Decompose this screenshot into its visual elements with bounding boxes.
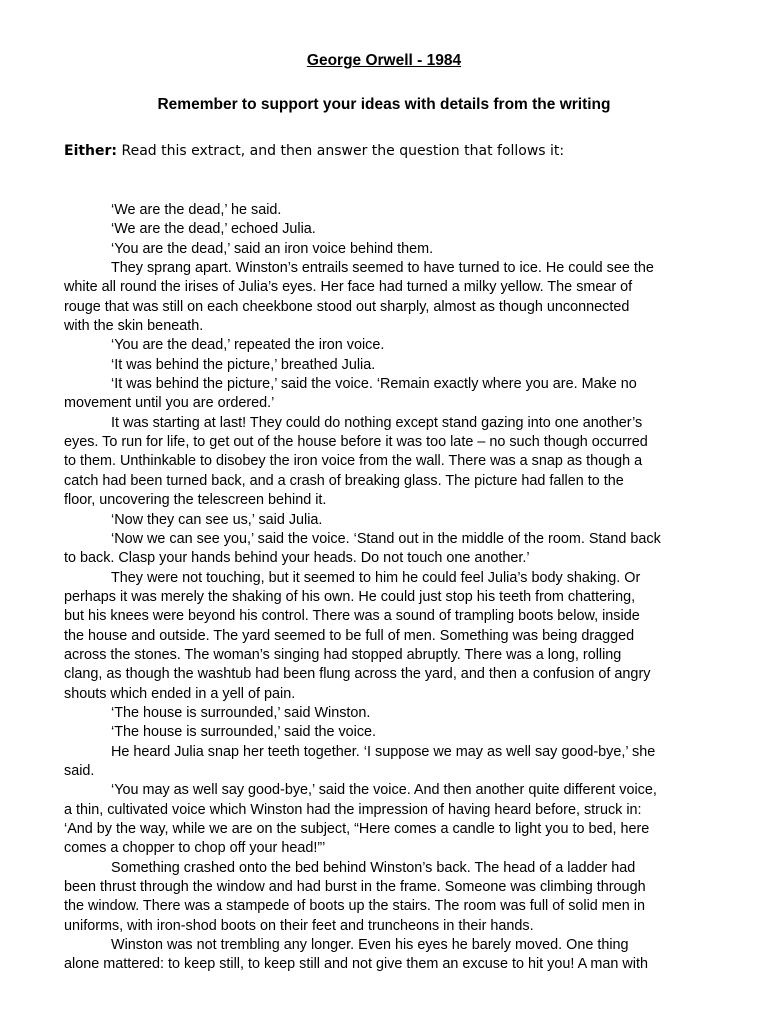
instruction-lead: Either: bbox=[64, 143, 118, 159]
extract-paragraph bbox=[64, 414, 706, 511]
extract-line: ‘Now we can see you,’ said the voice. ‘Stand out in the middle of the room. Stand back bbox=[111, 530, 661, 547]
extract-paragraph bbox=[64, 859, 706, 936]
extract-line: clang, as though the washtub had been flung across the yard, and then a confusion of angry bbox=[64, 666, 651, 683]
instruction-line bbox=[64, 143, 564, 159]
extract-paragraph bbox=[64, 375, 706, 414]
extract-line: but his knees were beyond his control. There was a sound of trampling boots below, inside bbox=[64, 608, 640, 625]
extract-line: Winston was not trembling any longer. Even his eyes he barely moved. One thing bbox=[111, 937, 629, 954]
extract-line: He heard Julia snap her teeth together. ‘I suppose we may as well say good-bye,’ she bbox=[111, 743, 656, 760]
extract-line: comes a chopper to chop off your head!”’ bbox=[64, 840, 326, 857]
extract-line: ‘And by the way, while we are on the subject, “Here comes a candle to light you to bed, here bbox=[64, 821, 650, 837]
extract-line: across the stones. The woman’s singing had stopped abruptly. There was a long, rolling bbox=[64, 646, 622, 663]
extract-paragraph bbox=[64, 336, 706, 355]
document-subtitle: Remember to support your ideas with details from the writing bbox=[157, 96, 611, 113]
extract-line: ‘The house is surrounded,’ said the voice. bbox=[111, 724, 377, 741]
extract-line: ‘The house is surrounded,’ said Winston. bbox=[111, 704, 371, 721]
extract-line: the house and outside. The yard seemed to be full of men. Something was being dragged bbox=[64, 627, 635, 644]
extract-line: ‘You may as well say good-bye,’ said the voice. And then another quite different voice, bbox=[111, 782, 657, 799]
extract-line: a thin, cultivated voice which Winston had the impression of having heard before, struck in: bbox=[64, 801, 642, 818]
extract-line: the window. There was a stampede of boots up the stairs. The room was full of solid men in bbox=[64, 898, 645, 915]
extract-line: ‘You are the dead,’ repeated the iron voice. bbox=[111, 337, 385, 354]
instruction-text: Read this extract, and then answer the question that follows it: bbox=[117, 143, 565, 159]
extract-line: catch had been turned back, and a crash of breaking glass. The picture had fallen to the bbox=[64, 472, 624, 489]
extract-paragraph bbox=[64, 511, 706, 530]
extract-line: shouts which ended in a yell of pain. bbox=[64, 685, 296, 702]
extract-line: ‘We are the dead,’ he said. bbox=[111, 202, 282, 218]
extract-paragraph bbox=[64, 569, 706, 704]
extract-paragraph bbox=[64, 530, 706, 569]
extract-paragraph bbox=[64, 220, 706, 239]
extract-paragraph bbox=[64, 201, 706, 220]
extract-line: ‘It was behind the picture,’ breathed Julia. bbox=[111, 356, 376, 373]
extract-line: to them. Unthinkable to disobey the iron voice from the wall. There was a snap as though a bbox=[64, 453, 643, 470]
extract-paragraph bbox=[64, 356, 706, 375]
extract-paragraph bbox=[64, 743, 706, 782]
novel-extract bbox=[64, 201, 706, 975]
extract-line: uniforms, with iron-shod boots on their feet and truncheons in their hands. bbox=[64, 917, 534, 934]
extract-paragraph bbox=[64, 723, 706, 742]
extract-line: said. bbox=[64, 762, 95, 779]
extract-line: They were not touching, but it seemed to him he could feel Julia’s body shaking. Or bbox=[111, 569, 641, 586]
extract-paragraph bbox=[64, 781, 706, 858]
extract-line: eyes. To run for life, to get out of the house before it was too late – no such though occurred bbox=[64, 434, 648, 451]
extract-paragraph bbox=[64, 704, 706, 723]
extract-paragraph bbox=[64, 936, 706, 975]
extract-line: movement until you are ordered.’ bbox=[64, 395, 275, 412]
extract-paragraph bbox=[64, 259, 706, 336]
extract-line: perhaps it was merely the shaking of his own. He could just stop his teeth from chattering, bbox=[64, 588, 636, 605]
extract-line: white all round the irises of Julia’s eyes. Her face had turned a milky yellow. The smear of bbox=[64, 279, 633, 296]
extract-line: to back. Clasp your hands behind your heads. Do not touch one another.’ bbox=[64, 550, 530, 567]
extract-line: ‘It was behind the picture,’ said the voice. ‘Remain exactly where you are. Make no bbox=[111, 376, 637, 393]
extract-line: ‘Now they can see us,’ said Julia. bbox=[111, 511, 323, 528]
extract-line: been thrust through the window and had burst in the frame. Someone was climbing through bbox=[64, 879, 646, 896]
extract-line: ‘We are the dead,’ echoed Julia. bbox=[111, 221, 316, 238]
extract-line: Something crashed onto the bed behind Winston’s back. The head of a ladder had bbox=[111, 859, 636, 876]
extract-line: alone mattered: to keep still, to keep still and not give them an excuse to hit you! A man with bbox=[64, 956, 648, 973]
extract-line: They sprang apart. Winston’s entrails seemed to have turned to ice. He could see the bbox=[111, 260, 654, 277]
extract-line: ‘You are the dead,’ said an iron voice behind them. bbox=[111, 240, 434, 257]
extract-paragraph bbox=[64, 240, 706, 259]
document-title: George Orwell - 1984 bbox=[306, 52, 462, 69]
extract-line: floor, uncovering the telescreen behind it. bbox=[64, 492, 327, 509]
extract-line: rouge that was still on each cheekbone stood out sharply, almost as though unconnected bbox=[64, 298, 630, 315]
extract-line: It was starting at last! They could do nothing except stand gazing into one another’s bbox=[111, 414, 643, 431]
extract-line: with the skin beneath. bbox=[64, 318, 204, 335]
